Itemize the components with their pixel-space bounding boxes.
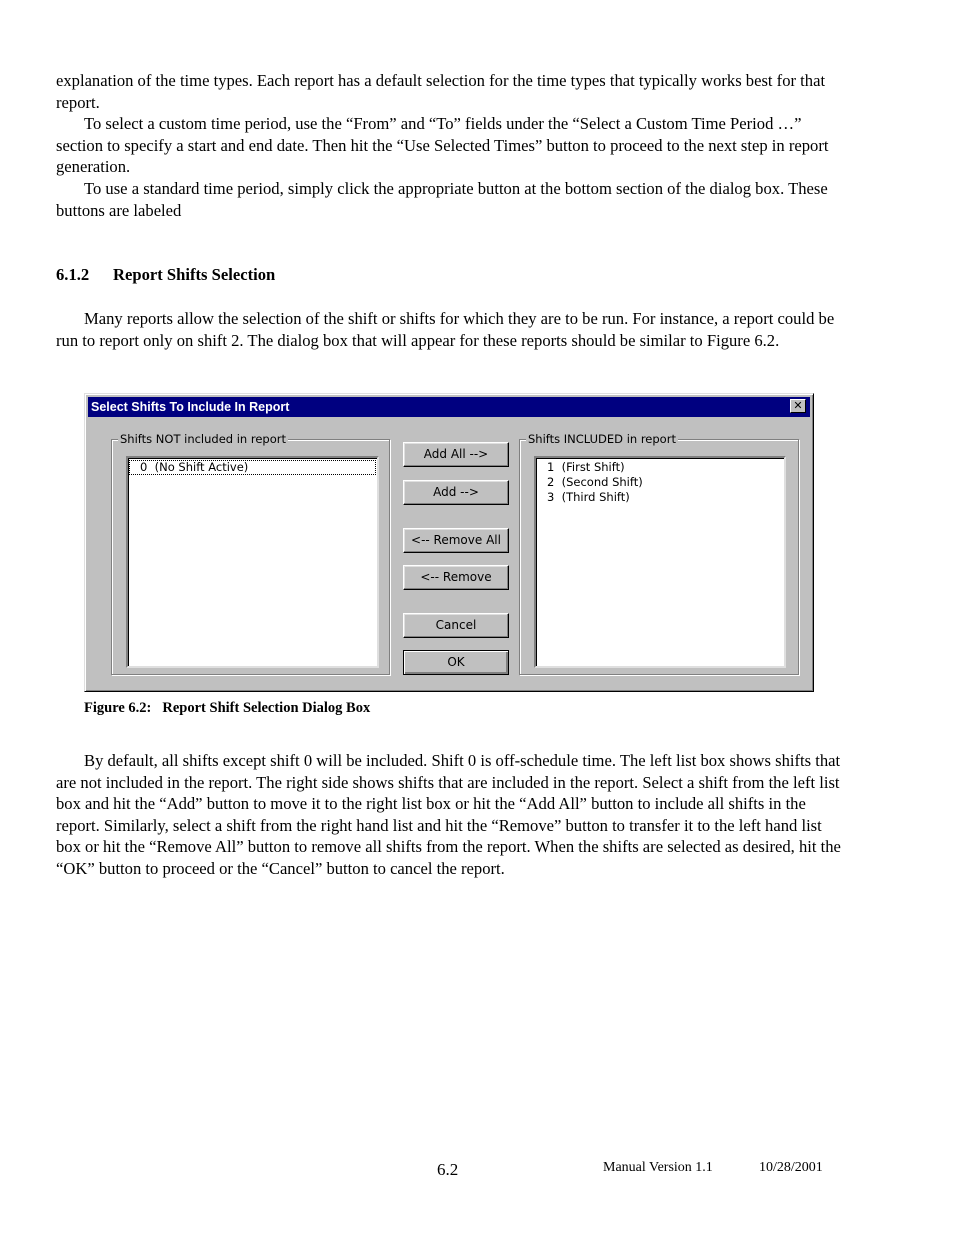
section-heading [56,265,275,285]
add-button[interactable]: Add --> [403,480,509,505]
add-all-button[interactable]: Add All --> [403,442,509,467]
section-title: Report Shifts Selection [113,265,276,284]
excluded-shifts-listbox[interactable] [126,456,379,668]
remove-button[interactable]: <-- Remove [403,565,509,590]
page-number: 6.2 [437,1160,459,1179]
paragraph-shift-usage [56,750,846,880]
paragraph-shift-intro-text: Many reports allow the selection of the shift or shifts for which they are to be run. For instance, a report could be run to report only on shift 2. The dialog box that will appear for these reports should be similar to Figure 6.2. [56,309,835,350]
remove-all-button[interactable]: <-- Remove All [403,528,509,553]
list-item[interactable]: 2 (Second Shift) [547,475,643,489]
paragraph-shift-usage-text: By default, all shifts except shift 0 will be included. Shift 0 is off-schedule time. The left list box shows shifts that are not included in the report. The right side shows shifts that are included in the report. Select a shift from the left list box and hit the “Add” button to move it to the right list box or hit the “Add All” button to include all shifts in the report. Similarly, select a shift from the right hand list and hit the “Remove” button to transfer it to the left hand list box or hit the “Remove All” button to remove all shifts from the report. When the shifts are selected as desired, hit the “OK” button to proceed or the “Cancel” button to cancel the report. [56,751,841,878]
included-shifts-group [519,432,799,675]
paragraph-custom-time [56,113,846,178]
paragraph-time-types: explanation of the time types. Each report has a default selection for the time types that typically works best for that report. [56,71,826,112]
excluded-shifts-label: Shifts NOT included in report [120,432,287,446]
paragraph-shift-intro [56,308,846,351]
manual-date: 10/28/2001 [759,1160,823,1175]
close-icon[interactable]: ✕ [790,399,806,413]
figure-caption [84,700,370,717]
list-item[interactable]: 3 (Third Shift) [547,490,630,504]
excluded-shifts-group [111,432,390,675]
paragraph-custom-time-text: To select a custom time period, use the “From” and “To” fields under the “Select a Custom Time Period …” section to specify a start and end date. Then hit the “Use Selected Times” button to proceed to the next step in report generation. [56,114,829,177]
dialog-title: Select Shifts To Include In Report [91,400,290,414]
dialog-titlebar [88,397,810,417]
list-item[interactable]: 1 (First Shift) [547,460,625,474]
figure-title: Report Shift Selection Dialog Box [162,700,371,716]
section-number: 6.1.2 [56,265,90,284]
paragraph-standard-time-text: To use a standard time period, simply click the appropriate button at the bottom section of the dialog box. These buttons are labeled [56,179,828,220]
ok-button[interactable]: OK [403,650,509,675]
list-item[interactable]: 0 (No Shift Active) [129,460,376,475]
figure-label: Figure 6.2: [84,700,152,716]
paragraph-standard-time [56,178,846,221]
shift-selection-dialog [84,393,814,692]
included-shifts-label: Shifts INCLUDED in report [528,432,676,446]
cancel-button[interactable]: Cancel [403,613,509,638]
manual-version: Manual Version 1.1 [603,1160,713,1175]
included-shifts-listbox[interactable] [534,456,786,668]
